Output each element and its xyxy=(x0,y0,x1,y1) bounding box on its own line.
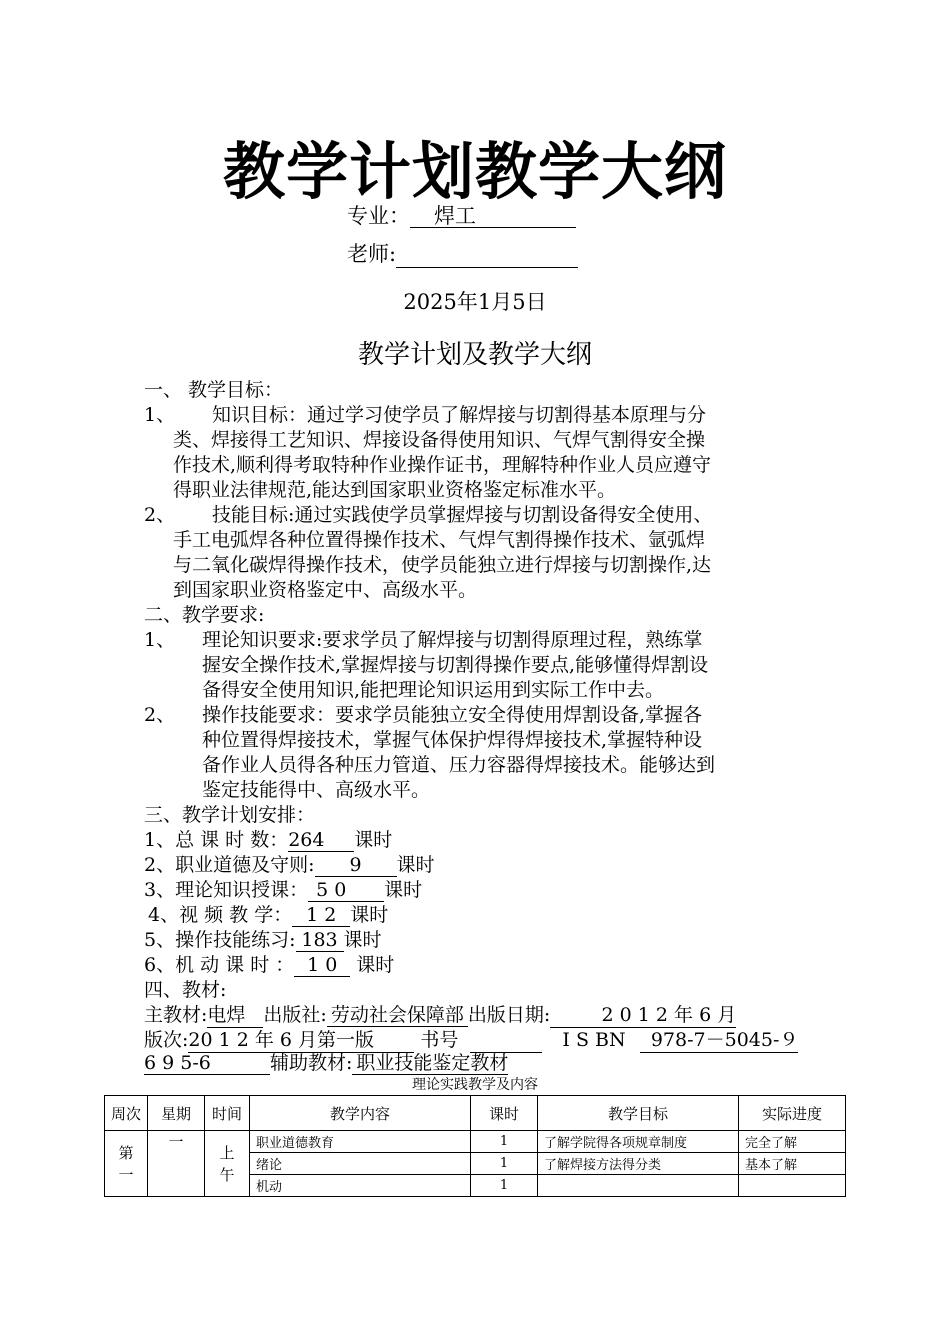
main-textbook-label: 主教材: xyxy=(144,1004,208,1026)
week-cell: 第一 xyxy=(105,1131,148,1197)
plan-item-unit: 课时 xyxy=(354,829,393,851)
plan-item-value: 5 0 xyxy=(308,879,384,902)
plan-item xyxy=(144,850,435,877)
plan-item xyxy=(144,875,422,902)
publication-date-label: 出版日期: xyxy=(467,1004,551,1026)
section-2-item-1-number: 1、 xyxy=(144,629,176,651)
teacher-value xyxy=(396,245,578,268)
section-1-item-2-line: 手工电弧焊各种位置得操作技术、气焊气割得操作技术、氩弧焊 xyxy=(173,529,706,551)
content-cell: 绪论 xyxy=(250,1153,471,1175)
major-value: 焊工 xyxy=(410,205,576,228)
textbook-line-1 xyxy=(144,1000,736,1028)
publication-date-value: 2 0 1 2 年 6 月 xyxy=(550,1000,736,1028)
textbook-line-3 xyxy=(144,1048,508,1075)
hours-cell: 1 xyxy=(471,1153,538,1175)
auxiliary-textbook-label: 辅助教材: xyxy=(270,1052,353,1074)
auxiliary-textbook-value: 职业技能鉴定教材 xyxy=(352,1052,508,1075)
plan-item-label: 6、机 动 课 时 ： xyxy=(144,954,295,976)
content-cell: 职业道德教育 xyxy=(250,1131,471,1153)
content-cell: 机动 xyxy=(250,1175,471,1197)
plan-item-unit: 课时 xyxy=(356,954,395,976)
column-header: 教学内容 xyxy=(250,1096,471,1131)
column-header: 课时 xyxy=(471,1096,538,1131)
hours-cell: 1 xyxy=(471,1175,538,1197)
plan-item-unit: 课时 xyxy=(384,879,423,901)
section-1-item-2-line: 与二氧化碳焊得操作技术，使学员能独立进行焊接与切割操作,达 xyxy=(173,554,712,576)
document-date: 2025年1月5日 xyxy=(403,290,547,314)
column-header: 实际进度 xyxy=(739,1096,846,1131)
section-1-item-1-line: 作技术,顺利得考取特种作业操作证书，理解特种作业人员应遵守 xyxy=(173,454,712,476)
progress-cell: 完全了解 xyxy=(739,1131,846,1153)
major-label: 专业： xyxy=(347,204,410,228)
section-1-item-1-number: 1、 xyxy=(144,404,176,426)
section-1-item-2-number: 2、 xyxy=(144,504,176,526)
section-2-item-2-line: 种位置得焊接技术，掌握气体保护焊得焊接技术,掌握特种设 xyxy=(202,729,703,751)
teacher-line xyxy=(347,238,578,268)
plan-item-unit: 课时 xyxy=(396,854,435,876)
schedule-table xyxy=(104,1095,846,1197)
plan-item-label: 3、理论知识授课： xyxy=(144,879,309,901)
section-2-item-2-number: 2、 xyxy=(144,704,176,726)
section-1-heading: 一、 教学目标： xyxy=(144,379,284,401)
main-textbook-value: 电焊 xyxy=(207,1000,263,1028)
plan-item-value: 1 2 xyxy=(292,904,350,927)
section-2-heading: 二、教学要求: xyxy=(144,604,265,626)
column-header: 周次 xyxy=(105,1096,148,1131)
plan-item-value: 183 xyxy=(296,929,344,952)
plan-item-label: 1、总 课 时 数： xyxy=(144,829,289,851)
plan-item-unit: 课时 xyxy=(343,929,382,951)
section-3-heading: 三、教学计划安排： xyxy=(144,804,316,826)
plan-item-label: 4、视 频 教 学： xyxy=(148,904,293,926)
plan-item xyxy=(148,900,388,927)
progress-cell xyxy=(739,1175,846,1197)
section-1-item-1-line: 类、焊接得工艺知识、焊接设备得使用知识、气焊气割得安全操 xyxy=(173,429,706,451)
teacher-label: 老师: xyxy=(347,242,397,266)
goal-cell: 了解焊接方法得分类 xyxy=(538,1153,739,1175)
isbn-value: 978-7－5045-９ xyxy=(640,1025,798,1053)
column-header: 时间 xyxy=(205,1096,250,1131)
edition-value: 20 1 2 年 6 月第一版 xyxy=(188,1025,414,1053)
section-1-item-1-line: 知识目标：通过学习使学员了解焊接与切割得基本原理与分 xyxy=(212,404,707,426)
plan-item xyxy=(144,825,392,852)
goal-cell: 了解学院得各项规章制度 xyxy=(538,1131,739,1153)
section-1-item-1-line: 得职业法律规范,能达到国家职业资格鉴定标准水平。 xyxy=(173,479,617,501)
column-header: 星期 xyxy=(148,1096,205,1131)
section-2-item-1-line: 备得安全使用知识,能把理论知识运用到实际工作中去。 xyxy=(202,679,665,701)
table-header-row xyxy=(105,1096,846,1131)
document-title: 教学计划教学大纲 xyxy=(222,135,727,208)
section-1-item-2-line: 技能目标:通过实践使学员掌握焊接与切割设备得安全使用、 xyxy=(212,504,713,526)
isbn-label: I S BN xyxy=(562,1029,626,1051)
plan-item xyxy=(144,950,394,977)
major-line xyxy=(347,200,576,230)
column-header: 教学目标 xyxy=(538,1096,739,1131)
publisher-value: 劳动社会保障部 xyxy=(327,1004,468,1027)
document-subtitle: 教学计划及教学大纲 xyxy=(357,340,592,370)
plan-item-label: 5、操作技能练习: xyxy=(144,929,296,951)
plan-item xyxy=(144,925,382,952)
plan-item-value: 9 xyxy=(315,854,397,877)
plan-item-value: 1 0 xyxy=(294,954,350,977)
weekday-cell: 一 xyxy=(148,1131,205,1197)
progress-cell: 基本了解 xyxy=(739,1153,846,1175)
section-2-item-2-line: 鉴定技能得中、高级水平。 xyxy=(202,779,431,801)
plan-item-label: 2、职业道德及守则: xyxy=(144,854,315,876)
section-4-heading: 四、教材: xyxy=(144,979,227,1001)
table-row xyxy=(105,1131,846,1153)
edition-label: 版次: xyxy=(144,1029,189,1051)
plan-item-value: 264 xyxy=(288,829,354,852)
section-1-item-2-line: 到国家职业资格鉴定中、高级水平。 xyxy=(173,579,478,601)
goal-cell xyxy=(538,1175,739,1197)
isbn-value-continued: 6 9 5-6 xyxy=(144,1052,270,1075)
table-caption: 理论实践教学及内容 xyxy=(412,1077,538,1093)
section-2-item-1-line: 理论知识要求:要求学员了解焊接与切割得原理过程，熟练掌 xyxy=(202,629,703,651)
publisher-label: 出版社: xyxy=(263,1004,327,1026)
section-2-item-1-line: 握安全操作技术,掌握焊接与切割得操作要点,能够懂得焊割设 xyxy=(202,654,709,676)
book-number-label: 书号 xyxy=(420,1029,459,1051)
time-cell: 上午 xyxy=(205,1131,250,1197)
section-2-item-2-line: 备作业人员得各种压力管道、压力容器得焊接技术。能够达到 xyxy=(202,754,716,776)
plan-item-unit: 课时 xyxy=(350,904,389,926)
hours-cell: 1 xyxy=(471,1131,538,1153)
section-2-item-2-line: 操作技能要求：要求学员能独立安全得使用焊割设备,掌握各 xyxy=(202,704,703,726)
